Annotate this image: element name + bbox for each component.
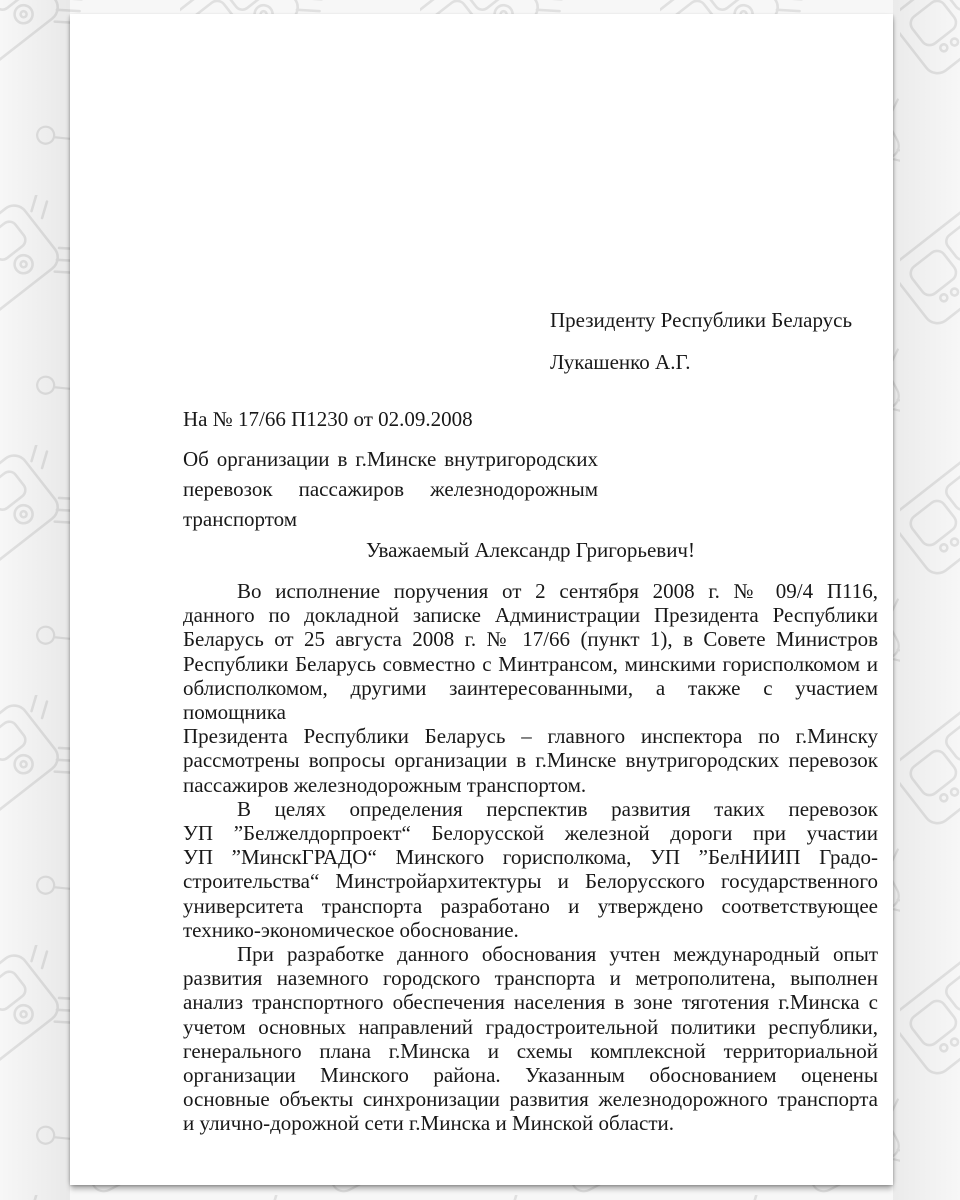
- text-line: транспортом: [183, 507, 298, 531]
- text-line: и улично-дорожной сети г.Минска и Минской области.: [183, 1111, 674, 1136]
- text-line: облисполкомом, другими заинтересованными, а также с участием помощника: [183, 675, 878, 725]
- subject-block: [183, 444, 598, 534]
- text-line: генерального плана г.Минска и схемы комплексной территориальной: [183, 1038, 878, 1063]
- text-line: УП ”МинскГРАДО“ Минского горисполкома, УП ”БелНИИП Градо-: [183, 845, 878, 870]
- recipient-name: Лукашенко А.Г.: [550, 350, 691, 374]
- text-line: организации Минского района. Указанным обоснованием оценены: [183, 1063, 878, 1088]
- text-line: перевозок пассажиров железнодорожным: [183, 477, 598, 501]
- text-line: строительства“ Минстройархитектуры и Белорусского государственного: [183, 869, 878, 894]
- text-line: Во исполнение поручения от 2 сентября 2008 г. № 09/4 П116,: [237, 579, 878, 603]
- text-line: пассажиров железнодорожным транспортом.: [183, 772, 587, 797]
- text-line: Республики Беларусь совместно с Минтрансом, минскими горисполкомом и: [183, 651, 878, 676]
- text-line: данного по докладной записке Администрации Президента Республики: [183, 603, 878, 628]
- text-line: рассмотрены вопросы организации в г.Минске внутригородских перевозок: [183, 748, 878, 773]
- text-line: Беларусь от 25 августа 2008 г. № 17/66 (пункт 1), в Совете Министров: [183, 627, 878, 652]
- paragraph: [183, 797, 878, 942]
- text-line: университета транспорта разработано и утверждено соответствующее: [183, 893, 878, 918]
- text-line: учетом основных направлений градостроительной политики республики,: [183, 1014, 878, 1039]
- text-line: технико-экономическое обоснование.: [183, 917, 519, 942]
- paragraph: [183, 579, 878, 797]
- recipient-title: Президенту Республики Беларусь: [550, 308, 853, 332]
- reference-number-line: На № 17/66 П1230 от 02.09.2008: [183, 407, 473, 431]
- text-line: анализ транспортного обеспечения населения в зоне тяготения г.Минска с: [183, 990, 878, 1015]
- letter-body: [183, 579, 878, 1136]
- text-line: развития наземного городского транспорта и метрополитена, выполнен: [183, 966, 878, 991]
- salutation: Уважаемый Александр Григорьевич!: [366, 538, 695, 562]
- text-line: УП ”Белжелдорпроект“ Белорусской железной дороги при участии: [183, 821, 878, 846]
- text-line: основные объекты синхронизации развития железнодорожного транспорта: [183, 1087, 878, 1112]
- text-line: Об организации в г.Минске внутригородских: [183, 447, 598, 471]
- paragraph: [183, 942, 878, 1136]
- text-line: В целях определения перспектив развития таких перевозок: [237, 796, 878, 821]
- recipient-block: [550, 306, 880, 390]
- text-line: Президента Республики Беларусь – главного инспектора по г.Минску: [183, 724, 878, 749]
- text-line: При разработке данного обоснования учтен международный опыт: [237, 942, 878, 967]
- letter-page: [70, 14, 893, 1185]
